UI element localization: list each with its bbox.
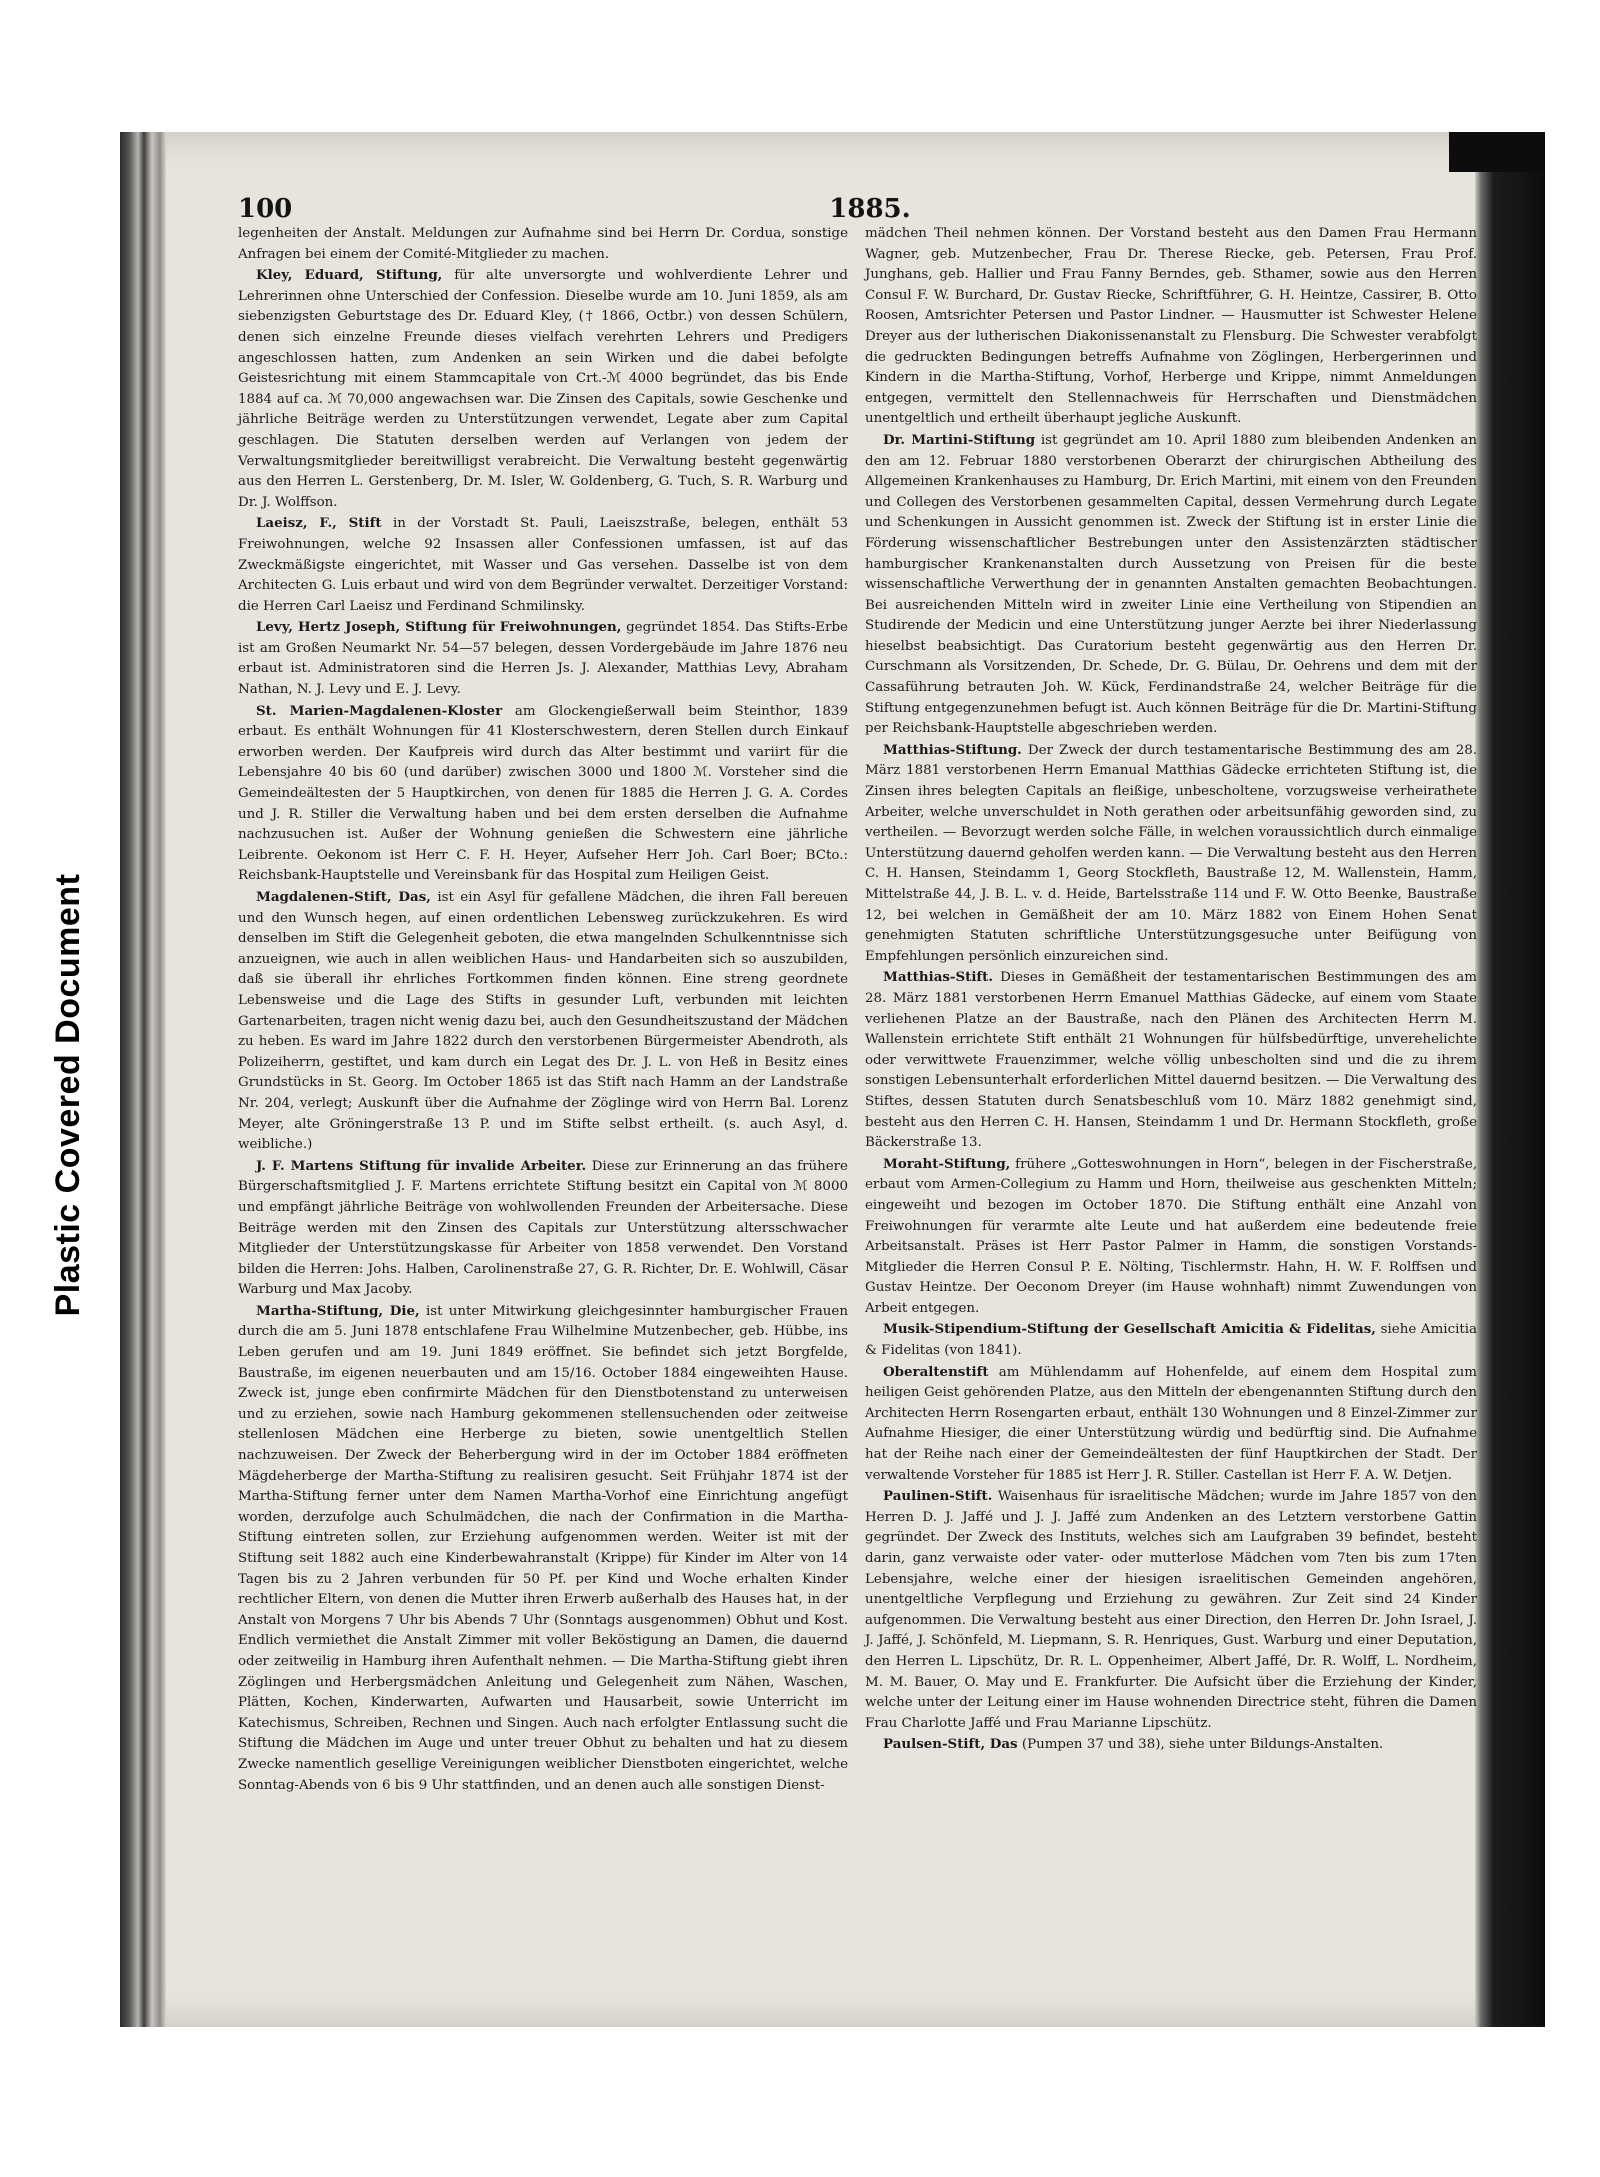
entry-text: gegründet 1854. Das Stifts-Erbe ist am Großen Neumarkt Nr. 54—57 belegen, dessen Vordergebäude im Jahre 1876 neu erbaut ist. Administratoren sind die Herren Js. J. Alexander, Matthias Levy, Abraham Nathan, N. J. Levy und E. J. Levy.: [238, 620, 848, 698]
entry-text: (Pumpen 37 und 38), siehe unter Bildungs-Anstalten.: [1021, 1737, 1384, 1753]
entry-heading: Paulinen-Stift.: [883, 1488, 993, 1505]
right-text-column: [865, 224, 1477, 1756]
book-binding-edge: [120, 132, 166, 2027]
entry-text: Diese zur Erinnerung an das frühere Bürgerschaftsmitglied J. F. Martens errichtete Stiftung besitzt ein Capital von ℳ 8000 und empfängt jährliche Beiträge von wohlwollenden Freunden der Arbeitersache. Diese Beiträge werden mit den Zinsen des Capitals zur Unterstützung altersschwacher Mitglieder der Unterstützungskasse für Arbeiter von 1858 verwendet. Den Vorstand bilden die Herren: Johs. Halben, Carolinenstraße 27, G. R. Richter, Dr. E. Wohlwill, Cäsar Warburg und Max Jacoby.: [238, 1158, 848, 1298]
document-side-label: Plastic Covered Document: [49, 873, 87, 1317]
entry-heading: Levy, Hertz Joseph, Stiftung für Freiwohnungen,: [256, 619, 622, 636]
entry-paragraph: [238, 701, 848, 887]
entry-paragraph: [865, 967, 1477, 1153]
entry-paragraph: [238, 1301, 848, 1796]
entry-text: in der Vorstadt St. Pauli, Laeiszstraße, belegen, enthält 53 Freiwohnungen, welche 92 Insassen aller Confessionen umfassen, ist auf das Zweckmäßigste eingerichtet, mit Wasser und Gas versehen. Dasselbe ist von dem Architecten G. Luis erbaut und wird von dem Begründer verwaltet. Derzeitiger Vorstand: die Herren Carl Laeisz und Ferdinand Schmilinsky.: [238, 516, 848, 614]
entry-text: Dieses in Gemäßheit der testamentarischen Bestimmungen des am 28. März 1881 verstorbenen Herrn Emanuel Matthias Gädecke, auf einem vom Staate verliehenen Platze an der Baustraße, nach den Plänen des Architecten Herrn M. Wallenstein errichtete Stift enthält 21 Wohnungen für hülfsbedürftige, unverehelichte oder verwittwete Frauenzimmer, welche völlig unbescholten sind und die zu ihrem sonstigen Lebensunterhalt erforderlichen Mittel dauernd besitzen. — Die Verwaltung des Stiftes, dessen Statuten durch Senatsbeschluß vom 10. März 1882 genehmigt sind, besteht aus den Herren C. H. Hansen, Steindamm 1 und Dr. Hermann Stockfleth, große Bäckerstraße 13.: [865, 970, 1477, 1151]
entry-paragraph: [865, 1319, 1477, 1361]
entry-paragraph: [238, 224, 848, 265]
left-text-column: [238, 224, 848, 1796]
entry-paragraph: [238, 265, 848, 513]
entry-paragraph: [238, 1156, 848, 1301]
entry-text: für alte unversorgte und wohlverdiente Lehrer und Lehrerinnen ohne Unterschied der Confession. Dieselbe wurde am 10. Juni 1859, als am siebenzigsten Geburtstage des Dr. Eduard Kley, († 1866, Octbr.) von dessen Schülern, denen sich einzelne Freunde dieses vielfach verehrten Lehrers und Predigers angeschlossen hatten, zum Andenken an sein Wirken und die dabei befolgte Geistesrichtung mit einem Stammcapitale von Crt.-ℳ 4000 begründet, das bis Ende 1884 auf ca. ℳ 70,000 angewachsen war. Die Zinsen des Capitals, sowie Geschenke und jährliche Beiträge werden zu Unterstützungen verwendet, Legate aber zum Capital geschlagen. Die Statuten derselben werden auf Verlangen von jedem der Verwaltungsmitglieder bereitwilligst verabreicht. Die Verwaltung besteht gegenwärtig aus den Herren L. Gerstenberg, Dr. M. Isler, W. Goldenberg, G. Tuch, S. R. Warburg und Dr. J. Wolffson.: [238, 268, 848, 510]
entry-heading: Moraht-Stiftung,: [883, 1155, 1011, 1172]
entry-text: siehe Amicitia & Fidelitas (von 1841).: [865, 1322, 1477, 1359]
entry-paragraph: [865, 224, 1477, 430]
entry-heading: Martha-Stiftung, Die,: [256, 1302, 420, 1319]
entry-paragraph: [865, 1154, 1477, 1320]
entry-heading: J. F. Martens Stiftung für invalide Arbeiter.: [256, 1157, 587, 1174]
entry-heading: Matthias-Stiftung.: [883, 741, 1022, 758]
entry-paragraph: [865, 1362, 1477, 1487]
entry-heading: Dr. Martini-Stiftung: [883, 431, 1036, 448]
entry-text: mädchen Theil nehmen können. Der Vorstand besteht aus den Damen Frau Hermann Wagner, geb. Mutzenbecher, Frau Dr. Therese Riecke, geb. Petersen, Frau Prof. Junghans, geb. Hallier und Frau Fanny Berndes, geb. Sthamer, sowie aus den Herren Consul F. W. Burchard, Dr. Gustav Riecke, Schriftführer, G. H. Heintze, Cassirer, B. Otto Roosen, Amtsrichter Petersen und Pastor Lindner. — Hausmutter ist Schwester Helene Dreyer aus der lutherischen Diakonissenanstalt zu Flensburg. Die Schwester verabfolgt die gedruckten Bedingungen betreffs Aufnahme von Zöglingen, Herbergerinnen und Kindern in die Martha-Stiftung, Vorhof, Herberge und Krippe, nimmt Anmeldungen entgegen, vermittelt den Stellennachweis für Herrschaften und Dienstmädchen unentgeltlich und ertheilt überhaupt jegliche Auskunft.: [865, 226, 1477, 427]
entry-paragraph: [238, 887, 848, 1156]
scan-dark-corner: [1449, 132, 1545, 172]
scanned-page: [120, 132, 1545, 2027]
entry-paragraph: [865, 430, 1477, 740]
entry-text: am Mühlendamm auf Hohenfelde, auf einem dem Hospital zum heiligen Geist gehörenden Platze, aus den Mitteln der ebengenannten Stiftung durch den Architecten Herrn Rosengarten erbaut, enthält 130 Wohnungen und 8 Einzel-Zimmer zur Aufnahme Hiesiger, die einer Unterstützung würdig und bedürftig sind. Die Aufnahme hat der Reihe nach einer der Gemeindeältesten der fünf Hauptkirchen der Stadt. Der verwaltende Vorsteher für 1885 ist Herr J. R. Stiller. Castellan ist Herr F. A. W. Detjen.: [865, 1364, 1477, 1483]
entry-text: Der Zweck der durch testamentarische Bestimmung des am 28. März 1881 verstorbenen Herrn Emanual Matthias Gädecke errichteten Stiftung ist, die Zinsen ihres belegten Capitals an fleißige, unbescholtene, vorzugsweise verheirathete Arbeiter, welche unverschuldet in Noth gerathen oder arbeitsunfähig geworden sind, zu vertheilen. — Bevorzugt werden solche Fälle, in welchen voraussichtlich durch einmalige Unterstützung dauernd geholfen werden kann. — Die Verwaltung besteht aus den Herren C. H. Hansen, Steindamm 1, Georg Stockfleth, Baustraße 12, M. Wallenstein, Hamm, Mittelstraße 44, J. B. L. v. d. Heide, Bartelsstraße 114 und F. W. Otto Beenke, Baustraße 12, bei welchen in Gemäßheit der am 10. März 1882 von Einem Hohen Senat genehmigten Statuten schriftliche Unterstützungsgesuche unter Beifügung von Empfehlungen persönlich einzureichen sind.: [865, 742, 1478, 964]
entry-paragraph: [238, 617, 848, 700]
entry-text: frühere „Gotteswohnungen in Horn“, belegen in der Fischerstraße, erbaut vom Armen-Collegium zu Hamm und Horn, theilweise aus geschenkten Mitteln; eingeweiht und bezogen im October 1870. Die Stiftung enthält eine Anzahl von Freiwohnungen für verarmte alte Leute und hat außerdem eine bedeutende freie Arbeitsanstalt. Präses ist Herr Pastor Palmer in Hamm, die sonstigen Vorstands-Mitglieder die Herren Consul P. E. Nölting, Tischlermstr. Hahn, H. W. F. Rolffsen und Gustav Heintze. Der Oeconom Dreyer (im Hause wohnhaft) nimmt Zuwendungen von Arbeit entgegen.: [865, 1156, 1477, 1316]
page-number: 100: [238, 194, 293, 224]
entry-text: am Glockengießerwall beim Steinthor, 1839 erbaut. Es enthält Wohnungen für 41 Klosterschwestern, deren Stellen durch Einkauf erworben werden. Der Kaufpreis wird durch das Alter bestimmt und variirt für die Lebensjahre 40 bis 60 (und darüber) zwischen 3000 und 1800 ℳ. Vorsteher sind die Gemeindeältesten der 5 Hauptkirchen, von denen für 1885 die Herren J. G. A. Cordes und J. R. Stiller die Verwaltung haben und bei dem ersten derselben die Aufnahme nachzusuchen ist. Außer der Wohnung genießen die Schwestern eine jährliche Leibrente. Oekonom ist Herr C. F. H. Heyer, Aufseher Herr Joh. Carl Boer; BCto.: Reichsbank-Hauptstelle und Vereinsbank für das Hospital zum Heiligen Geist.: [238, 703, 848, 884]
scan-dark-margin: [1475, 132, 1545, 2027]
entry-heading: Laeisz, F., Stift: [256, 515, 382, 532]
entry-heading: Musik-Stipendium-Stiftung der Gesellschaft Amicitia & Fidelitas,: [883, 1321, 1376, 1338]
entry-paragraph: [865, 1734, 1477, 1756]
entry-text: ist unter Mitwirkung gleichgesinnter hamburgischer Frauen durch die am 5. Juni 1878 entschlafene Frau Wilhelmine Mutzenbecher, geb. Hübbe, ins Leben gerufen und am 19. Juni 1849 eröffnet. Sie befindet sich jetzt Borgfelde, Baustraße, im eigenen neuerbauten und am 15/16. October 1884 eingeweihten Hause. Zweck ist, junge eben confirmirte Mädchen für den Dienstbotenstand zu unterweisen und zu erziehen, sowie nach Hamburg gekommenen stellensuchenden oder zeitweise stellenlosen Mädchen eine Herberge zu bieten, sowie unentgeltlich Stellen nachzuweisen. Der Zweck der Beherbergung wird in der im October 1884 eröffneten Mägdeherberge der Martha-Stiftung zu realisiren gesucht. Seit Frühjahr 1874 ist der Martha-Stiftung ferner unter dem Namen Martha-Vorhof eine Einrichtung angefügt worden, derzufolge auch Schulmädchen, die nach der Confirmation in die Martha-Stiftung eintreten sollen, zur Erziehung aufgenommen werden. Weiter ist mit der Stiftung seit 1882 auch eine Kinderbewahranstalt (Krippe) für Kinder im Alter von 14 Tagen bis zu 2 Jahren verbunden für 50 Pf. per Kind und Woche erhalten Kinder rechtlicher Eltern, von denen die Mutter ihren Erwerb außerhalb des Hauses hat, in der Anstalt von Morgens 7 Uhr bis Abends 7 Uhr (Sonntags ausgenommen) Obhut und Kost. Endlich vermiethet die Anstalt Zimmer mit voller Beköstigung an Damen, die dauernd oder zeitweilig in Hamburg ihren Aufenthalt nehmen. — Die Martha-Stiftung giebt ihren Zöglingen und Herbergsmädchen Anleitung und Gelegenheit zum Nähen, Waschen, Plätten, Kochen, Kinderwarten, Aufwarten und Hausarbeit, sowie Unterricht im Katechismus, Schreiben, Rechnen und Singen. Auch nach erfolgter Entlassung sucht die Stiftung die Mädchen im Auge und unter treuer Obhut zu behalten und hat zu diesem Zwecke namentlich gesellige Vereinigungen weiblicher Dienstboten eingerichtet, welche Sonntag-Abends von 6 bis 9 Uhr stattfinden, und an denen auch alle sonstigen Dienst-: [238, 1303, 848, 1793]
entry-paragraph: [865, 740, 1477, 968]
entry-heading: Oberaltenstift: [883, 1363, 989, 1380]
entry-heading: St. Marien-Magdalenen-Kloster: [256, 702, 503, 719]
entry-text: ist ein Asyl für gefallene Mädchen, die ihren Fall bereuen und den Wunsch hegen, auf einen ordentlichen Lebensweg zurückzukehren. Es wird denselben im Stift die Gelegenheit geboten, die etwa mangelnden Schulkenntnisse sich anzueignen, wie auch in allen weiblichen Haus- und Handarbeiten sich so auszubilden, daß sie überall ihr ehrliches Fortkommen finden können. Eine streng geordnete Lebensweise und die Lage des Stifts in gesunder Luft, verbunden mit leichten Gartenarbeiten, tragen nicht wenig dazu bei, auch den Gesundheitszustand der Mädchen zu heben. Es ward im Jahre 1822 durch den verstorbenen Bürgermeister Abendroth, als Polizeiherrn, gestiftet, und kam durch ein Legat des Dr. J. L. von Heß in Besitz eines Grundstücks in St. Georg. Im October 1865 ist das Stift nach Hamm an der Landstraße Nr. 204, verlegt; Auskunft über die Aufnahme der Zöglinge wird von Herrn Bal. Lorenz Meyer, alte Gröningerstraße 13 P. und im Stifte selbst ertheilt. (s. auch Asyl, d. weibliche.): [238, 890, 849, 1153]
entry-paragraph: [865, 1486, 1477, 1734]
entry-heading: Paulsen-Stift, Das: [883, 1736, 1018, 1753]
entry-text: Waisenhaus für israelitische Mädchen; wurde im Jahre 1857 von den Herren D. J. Jaffé und J. J. Jaffé zum Andenken an des Letztern verstorbene Gattin gegründet. Der Zweck des Instituts, welches sich am Laufgraben 39 befindet, besteht darin, ganz verwaiste oder vater- oder mutterlose Mädchen vom 7ten bis zum 17ten Lebensjahre, welche einer der hiesigen israelitischen Gemeinden angehören, unentgeltliche Verpflegung und Erziehung zu gewähren. Zur Zeit sind 24 Kinder aufgenommen. Die Verwaltung besteht aus einer Direction, den Herren Dr. John Israel, J. J. Jaffé, J. Schönfeld, M. Liepmann, S. R. Henriques, Gust. Warburg und einer Deputation, den Herren L. Lipschütz, Dr. R. L. Oppenheimer, Albert Jaffé, Dr. R. Wolff, L. Nordheim, M. M. Bauer, O. May und E. Frankfurter. Die Aufsicht über die Erziehung der Kinder, welche unter der Leitung einer im Hause wohnenden Directrice steht, führen die Damen Frau Charlotte Jaffé und Frau Marianne Lipschütz.: [865, 1489, 1477, 1731]
page-year-header: 1885.: [829, 194, 911, 224]
entry-text: ist gegründet am 10. April 1880 zum bleibenden Andenken an den am 12. Februar 1880 verstorbenen Oberarzt der chirurgischen Abtheilung des Allgemeinen Krankenhauses zu Hamburg, Dr. Erich Martini, mit einem von den Freunden und Collegen des Verstorbenen gesammelten Capital, dessen Vermehrung durch Legate und Schenkungen in Aussicht genommen ist. Zweck der Stiftung ist in erster Linie die Förderung wissenschaftlicher Bestrebungen unter den Assistenzärzten städtischer hamburgischer Krankenanstalten durch Aussetzung von Preisen für die beste wissenschaftliche Verwerthung der in genannten Anstalten gemachten Beobachtungen. Bei ausreichenden Mitteln wird in zweiter Linie eine Vertheilung von Stipendien an Studirende der Medicin und eine Unterstützung junger Aerzte bei ihrer Niederlassung hieselbst beabsichtigt. Das Curatorium besteht gegenwärtig aus den Herren Dr. Curschmann als Vorsitzenden, Dr. Schede, Dr. G. Bülau, Dr. Oehrens und dem mit der Cassaführung betrauten Joh. W. Kück, Ferdinandstraße 24, welcher Beiträge für die Stiftung entgegenzunehmen befugt ist. Auch können Beiträge für die Dr. Martini-Stiftung per Reichsbank-Hauptstelle abgeschrieben werden.: [865, 432, 1477, 737]
entry-heading: Magdalenen-Stift, Das,: [256, 889, 431, 905]
entry-text: legenheiten der Anstalt. Meldungen zur Aufnahme sind bei Herrn Dr. Cordua, sonstige Anfragen bei einem der Comité-Mitglieder zu machen.: [238, 226, 848, 262]
entry-heading: Matthias-Stift.: [883, 969, 994, 986]
entry-heading: Kley, Eduard, Stiftung,: [256, 267, 443, 284]
entry-paragraph: [238, 513, 848, 617]
